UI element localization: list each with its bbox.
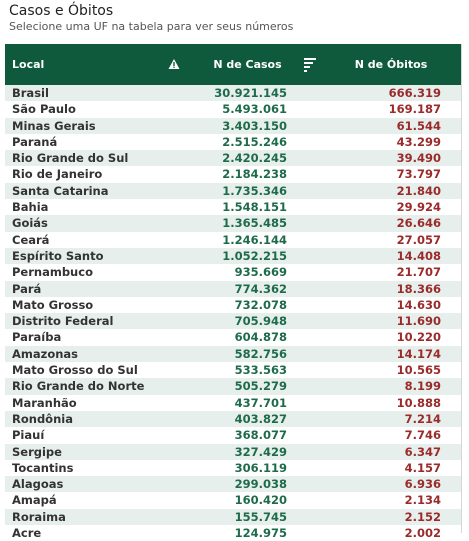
table-row[interactable]	[5, 509, 461, 525]
table-row[interactable]	[5, 118, 461, 134]
row-casos-cell: 2.515.246	[222, 134, 287, 149]
row-casos-cell: 5.493.061	[222, 102, 287, 117]
table-row[interactable]	[5, 492, 461, 508]
row-local-cell: Acre	[12, 526, 42, 541]
table-row[interactable]	[5, 525, 461, 541]
row-obitos-cell: 6.347	[404, 444, 441, 459]
row-local-cell: Rio de Janeiro	[12, 167, 103, 182]
row-local-cell: Maranhão	[12, 395, 77, 410]
row-casos-cell: 403.827	[234, 411, 287, 426]
row-local-cell: Ceará	[12, 232, 50, 247]
row-local-cell: Rio Grande do Sul	[12, 151, 129, 166]
row-local-cell: Alagoas	[12, 477, 64, 492]
row-casos-cell: 732.078	[234, 297, 287, 312]
table-row[interactable]	[5, 427, 461, 443]
row-obitos-cell: 169.187	[388, 102, 441, 117]
table-row[interactable]	[5, 232, 461, 248]
row-casos-cell: 505.279	[234, 379, 287, 394]
sort-icon[interactable]	[303, 44, 317, 85]
row-casos-cell: 1.365.485	[222, 216, 287, 231]
row-obitos-cell: 39.490	[396, 151, 441, 166]
table-row[interactable]	[5, 378, 461, 394]
row-casos-cell: 2.184.238	[222, 167, 287, 182]
row-casos-cell: 306.119	[234, 460, 287, 475]
row-local-cell: Mato Grosso do Sul	[12, 363, 138, 378]
row-local-cell: Goiás	[12, 216, 48, 231]
row-obitos-cell: 14.408	[396, 248, 441, 263]
row-local-cell: Pará	[12, 281, 42, 296]
row-obitos-cell: 2.134	[404, 493, 441, 508]
table-row[interactable]	[5, 444, 461, 460]
table-row[interactable]	[5, 395, 461, 411]
row-obitos-cell: 27.057	[396, 232, 441, 247]
table-row[interactable]	[5, 346, 461, 362]
row-casos-cell: 705.948	[234, 314, 287, 329]
table-row[interactable]	[5, 411, 461, 427]
row-obitos-cell: 21.840	[396, 183, 441, 198]
table-row[interactable]	[5, 460, 461, 476]
row-casos-cell: 3.403.150	[222, 118, 287, 133]
row-obitos-cell: 10.220	[396, 330, 441, 345]
row-local-cell: Minas Gerais	[12, 118, 96, 133]
row-local-cell: Paraíba	[12, 330, 62, 345]
row-casos-cell: 299.038	[234, 477, 287, 492]
cases-deaths-table	[5, 44, 462, 541]
row-obitos-cell: 2.152	[404, 509, 441, 524]
table-row[interactable]	[5, 134, 461, 150]
column-header-casos[interactable]: N de Casos	[213, 58, 282, 71]
row-obitos-cell: 43.299	[396, 134, 441, 149]
column-header-obitos[interactable]: N de Óbitos	[354, 58, 428, 71]
row-obitos-cell: 6.936	[404, 477, 441, 492]
row-casos-cell: 1.052.215	[222, 248, 287, 263]
table-row[interactable]	[5, 362, 461, 378]
row-casos-cell: 533.563	[234, 363, 287, 378]
table-header	[5, 44, 461, 85]
table-row[interactable]	[5, 85, 461, 101]
row-casos-cell: 1.246.144	[222, 232, 287, 247]
row-local-cell: Bahia	[12, 200, 49, 215]
row-casos-cell: 368.077	[234, 428, 287, 443]
row-obitos-cell: 18.366	[396, 281, 441, 296]
row-local-cell: Piauí	[12, 428, 45, 443]
row-obitos-cell: 61.544	[396, 118, 441, 133]
row-local-cell: Distrito Federal	[12, 314, 114, 329]
row-local-cell: Tocantins	[12, 460, 74, 475]
page-header	[9, 3, 293, 33]
row-obitos-cell: 8.199	[404, 379, 441, 394]
row-casos-cell: 327.429	[234, 444, 287, 459]
row-casos-cell: 582.756	[234, 346, 287, 361]
row-obitos-cell: 73.797	[396, 167, 441, 182]
row-local-cell: Santa Catarina	[12, 183, 109, 198]
row-local-cell: São Paulo	[12, 102, 76, 117]
table-row[interactable]	[5, 297, 461, 313]
row-obitos-cell: 14.174	[396, 346, 441, 361]
row-casos-cell: 124.975	[234, 526, 287, 541]
row-obitos-cell: 14.630	[396, 297, 441, 312]
row-local-cell: Roraima	[12, 509, 66, 524]
row-casos-cell: 160.420	[234, 493, 287, 508]
row-obitos-cell: 7.214	[404, 411, 441, 426]
page-title: Casos e Óbitos	[9, 3, 114, 19]
table-row[interactable]	[5, 476, 461, 492]
row-casos-cell: 30.921.145	[214, 86, 287, 100]
row-local-cell: Amazonas	[12, 346, 79, 361]
row-local-cell: Rondônia	[12, 411, 73, 426]
row-obitos-cell: 10.888	[396, 395, 441, 410]
row-casos-cell: 1.735.346	[222, 183, 287, 198]
row-obitos-cell: 29.924	[396, 200, 441, 215]
row-casos-cell: 604.878	[234, 330, 287, 345]
table-row[interactable]	[5, 199, 461, 215]
row-obitos-cell: 11.690	[396, 314, 441, 329]
row-local-cell: Brasil	[12, 86, 49, 100]
table-row[interactable]	[5, 150, 461, 166]
row-obitos-cell: 26.646	[396, 216, 441, 231]
row-obitos-cell: 666.319	[388, 86, 441, 100]
table-row[interactable]	[5, 101, 461, 117]
row-obitos-cell: 21.707	[396, 265, 441, 280]
table-row[interactable]	[5, 166, 461, 182]
row-local-cell: Pernambuco	[12, 265, 93, 280]
table-row[interactable]	[5, 329, 461, 345]
column-header-local[interactable]: Local	[12, 58, 45, 71]
row-obitos-cell: 10.565	[396, 363, 441, 378]
row-local-cell: Amapá	[12, 493, 57, 508]
row-local-cell: Rio Grande do Norte	[12, 379, 145, 394]
row-obitos-cell: 2.002	[404, 526, 441, 541]
row-obitos-cell: 7.746	[404, 428, 441, 443]
page-subtitle: Selecione uma UF na tabela para ver seus números	[9, 20, 294, 33]
table-row[interactable]	[5, 264, 461, 280]
row-casos-cell: 1.548.151	[222, 200, 287, 215]
row-local-cell: Paraná	[12, 134, 58, 149]
table-row[interactable]	[5, 215, 461, 231]
row-local-cell: Mato Grosso	[12, 297, 94, 312]
row-local-cell: Espírito Santo	[12, 248, 104, 263]
row-casos-cell: 935.669	[234, 265, 287, 280]
row-casos-cell: 437.701	[234, 395, 287, 410]
table-row[interactable]	[5, 281, 461, 297]
row-casos-cell: 2.420.245	[222, 151, 287, 166]
row-obitos-cell: 4.157	[404, 460, 441, 475]
table-row[interactable]	[5, 313, 461, 329]
table-row[interactable]	[5, 183, 461, 199]
table-body	[5, 85, 461, 541]
table-row[interactable]	[5, 248, 461, 264]
warning-icon	[168, 44, 180, 85]
row-casos-cell: 155.745	[234, 509, 287, 524]
row-casos-cell: 774.362	[234, 281, 287, 296]
row-local-cell: Sergipe	[12, 444, 62, 459]
